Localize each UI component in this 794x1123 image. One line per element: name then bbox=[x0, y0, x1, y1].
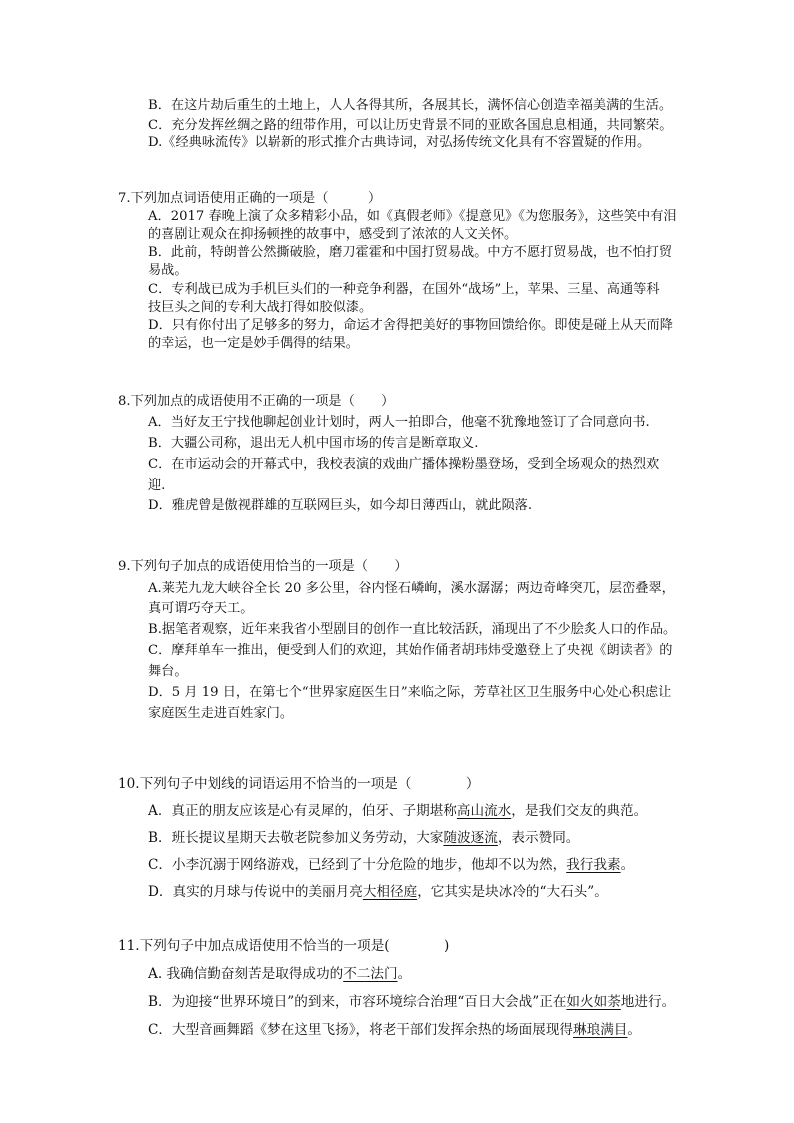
question-7-line: 易战。 bbox=[148, 263, 188, 278]
question-7-line: C．专利战已成为手机巨头们的一种竞争利器，在国外“战场”上，苹果、三星、高通等科 bbox=[148, 282, 660, 297]
question-9-line: 家庭医生走进百姓家门。 bbox=[148, 706, 294, 721]
option-text: ，是我们交友的典范。 bbox=[511, 803, 648, 819]
question-7-line: 的幸运，也一定是妙手偶得的结果。 bbox=[148, 336, 359, 351]
question-10-option-b bbox=[148, 828, 579, 848]
underlined-idiom: 琳琅满目 bbox=[573, 1022, 628, 1038]
question-8-stem: 8.下列加点的成语使用不正确的一项是（ ） bbox=[118, 394, 395, 409]
question-8-line: C．在市运动会的开幕式中，我校表演的戏曲广播体操粉墨登场，受到全场观众的热烈欢 bbox=[148, 457, 660, 472]
option-text: ，它其实是块冰冷的“大石头”。 bbox=[417, 884, 608, 900]
question-10-option-d bbox=[148, 882, 608, 902]
question-7-line: 的喜剧让观众在抑扬顿挫的故事中，感受到了浓浓的人文关怀。 bbox=[148, 227, 518, 242]
question-9-line: C．摩拜单车一推出，便受到人们的欢迎，其始作俑者胡玮炜受邀登上了央视《朗读者》的 bbox=[148, 643, 673, 658]
question-8-line: 迎. bbox=[148, 478, 166, 493]
question-8-line: A．当好友王宁找他聊起创业计划时，两人一拍即合，他毫不犹豫地签订了合同意向书. bbox=[148, 415, 650, 430]
question-9-line: 真可谓巧夺天工。 bbox=[148, 601, 254, 616]
question-9-line: 舞台。 bbox=[148, 664, 188, 679]
question-9-line: D．5 月 19 日，在第七个“世界家庭医生日”来临之际，芳草社区卫生服务中心处心积虑让 bbox=[148, 685, 672, 700]
question-9-line: B.据笔者观察，近年来我省小型剧目的创作一直比较活跃，涌现出了不少脍炙人口的作品。 bbox=[148, 622, 677, 637]
option-text: 。 bbox=[627, 1022, 641, 1038]
question-7-line: B．此前，特朗普公然撕破脸，磨刀霍霍和中国打贸易战。中方不愿打贸易战，也不怕打贸 bbox=[148, 245, 672, 260]
underlined-idiom: 如火如荼 bbox=[566, 994, 621, 1010]
question-7-stem: 7.下列加点词语使用正确的一项是（ ） bbox=[118, 191, 382, 206]
option-text: 。 bbox=[397, 966, 412, 982]
question-8-line: B．大疆公司称，退出无人机中国市场的传言是断章取义. bbox=[148, 436, 479, 451]
option-text: A．真正的朋友应该是心有灵犀的，伯牙、子期堪称 bbox=[148, 803, 457, 819]
underlined-idiom: 不二法门 bbox=[343, 966, 398, 982]
option-text: 地进行。 bbox=[620, 994, 676, 1010]
question-9-stem: 9.下列句子加点的成语使用恰当的一项是（ ） bbox=[118, 559, 408, 574]
question-10-option-a bbox=[148, 801, 647, 821]
question-7-line: A．2017 春晚上演了众多精彩小品，如《真假老师》《提意见》《为您服务》，这些笑中有泪 bbox=[148, 209, 677, 224]
question-11-option-a bbox=[148, 964, 411, 984]
option-text: ，表示赞同。 bbox=[497, 830, 580, 846]
prev-question-option-d: D.《经典咏流传》以崭新的形式推介古典诗词，对弘扬传统文化具有不容置疑的作用。 bbox=[148, 135, 651, 150]
underlined-idiom: 随波逐流 bbox=[443, 830, 498, 846]
option-text: D．真实的月球与传说中的美丽月亮 bbox=[148, 884, 363, 900]
question-7-line: 技巨头之间的专利大战打得如胶似漆。 bbox=[148, 300, 373, 315]
prev-question-option-b: B．在这片劫后重生的土地上，人人各得其所，各展其长，满怀信心创造幸福美满的生活。 bbox=[148, 98, 672, 113]
question-7-line: D．只有你付出了足够多的努力，命运才舍得把美好的事物回馈给你。即使是碰上从天而降 bbox=[148, 318, 673, 333]
question-11-option-c bbox=[148, 1020, 641, 1040]
option-text: B．为迎接“世界环境日”的到来，市容环境综合治理“百日大会战”正在 bbox=[148, 994, 567, 1010]
question-9-line: A.莱芜九龙大峡谷全长 20 多公里，谷内怪石嶙峋，溪水潺潺；两边奇峰突兀，层峦叠翠， bbox=[148, 581, 675, 596]
option-text: B．班长提议星期天去敬老院参加义务劳动，大家 bbox=[148, 830, 444, 846]
underlined-idiom: 高山流水 bbox=[456, 803, 512, 819]
question-11-stem: 11.下列句子中加点成语使用不恰当的一项是( ) bbox=[118, 938, 450, 954]
question-11-option-b bbox=[148, 992, 675, 1012]
question-10-option-c bbox=[148, 855, 634, 875]
underlined-idiom: 我行我素 bbox=[566, 857, 621, 873]
option-text: C．小李沉溺于网络游戏，已经到了十分危险的地步，他却不以为然， bbox=[148, 857, 567, 873]
question-8-line: D．雅虎曾是傲视群雄的互联网巨头，如今却日薄西山，就此陨落. bbox=[148, 498, 533, 513]
underlined-idiom: 大相径庭 bbox=[362, 884, 418, 900]
prev-question-option-c: C．充分发挥丝绸之路的纽带作用，可以让历史背景不同的亚欧各国息息相通，共同繁荣。 bbox=[148, 118, 673, 133]
question-10-stem: 10.下列句子中划线的词语运用不恰当的一项是（ ） bbox=[118, 776, 480, 792]
option-text: C．大型音画舞蹈《梦在这里飞扬》，将老干部们发挥余热的场面展现得 bbox=[148, 1022, 574, 1038]
option-text: 。 bbox=[620, 857, 635, 873]
option-text: A. 我确信勤奋刻苦是取得成功的 bbox=[148, 966, 344, 982]
